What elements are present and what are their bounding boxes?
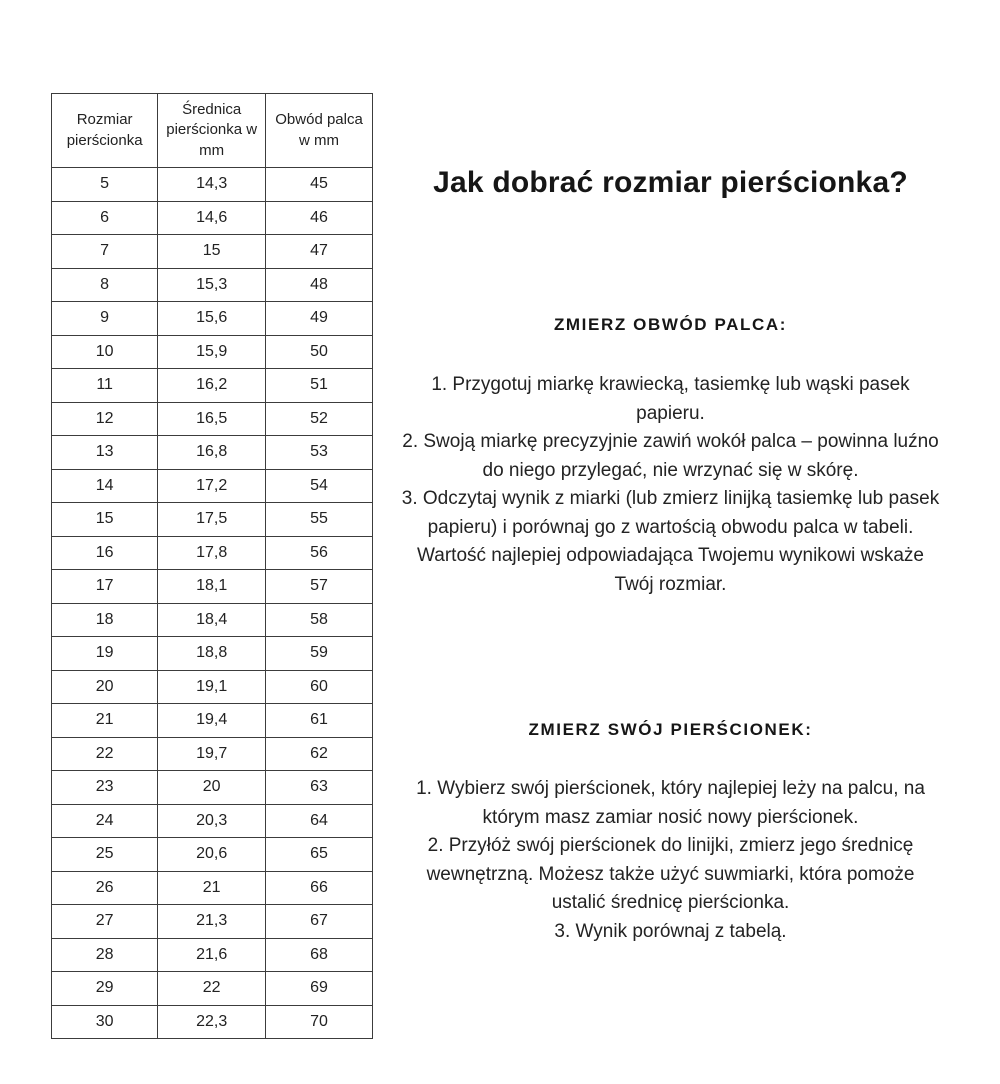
table-cell: 29: [52, 972, 158, 1006]
table-cell: 59: [266, 637, 373, 671]
table-cell: 25: [52, 838, 158, 872]
table-row: [52, 469, 373, 503]
table-row: [52, 670, 373, 704]
table-cell: 20: [52, 670, 158, 704]
ring-size-table: [51, 93, 373, 1039]
table-cell: 69: [266, 972, 373, 1006]
table-row: [52, 938, 373, 972]
table-cell: 18,8: [158, 637, 266, 671]
table-cell: 7: [52, 235, 158, 269]
table-cell: 15: [52, 503, 158, 537]
table-row: [52, 603, 373, 637]
table-cell: 70: [266, 1005, 373, 1039]
steps-measure-finger: [398, 371, 943, 599]
table-cell: 67: [266, 905, 373, 939]
table-cell: 21,3: [158, 905, 266, 939]
table-cell: 56: [266, 536, 373, 570]
table-cell: 17,2: [158, 469, 266, 503]
table-cell: 16: [52, 536, 158, 570]
ring-size-table-body: [52, 168, 373, 1039]
table-cell: 26: [52, 871, 158, 905]
table-row: [52, 436, 373, 470]
table-cell: 16,5: [158, 402, 266, 436]
table-cell: 21: [52, 704, 158, 738]
table-cell: 50: [266, 335, 373, 369]
table-row: [52, 335, 373, 369]
instruction-step: 3. Wynik porównaj z tabelą.: [554, 920, 787, 942]
table-row: [52, 402, 373, 436]
table-row: [52, 804, 373, 838]
header-ring-diameter: Średnica pierścionka w mm: [158, 94, 266, 168]
table-cell: 23: [52, 771, 158, 805]
table-cell: 19,7: [158, 737, 266, 771]
instruction-step: 2. Swoją miarkę precyzyjnie zawiń wokół palca – powinna luźno do niego przylegać, nie wrzynać się w skórę.: [402, 431, 939, 481]
section-heading-measure-ring: ZMIERZ SWÓJ PIERŚCIONEK:: [528, 720, 813, 739]
table-row: [52, 536, 373, 570]
section-heading-measure-finger: ZMIERZ OBWÓD PALCA:: [553, 315, 788, 334]
table-cell: 18,1: [158, 570, 266, 604]
table-row: [52, 369, 373, 403]
table-row: [52, 235, 373, 269]
table-cell: 16,2: [158, 369, 266, 403]
table-row: [52, 871, 373, 905]
table-cell: 19,4: [158, 704, 266, 738]
table-cell: 27: [52, 905, 158, 939]
header-ring-size: Rozmiar pierścionka: [52, 94, 158, 168]
table-cell: 58: [266, 603, 373, 637]
table-cell: 15,3: [158, 268, 266, 302]
table-row: [52, 302, 373, 336]
table-cell: 52: [266, 402, 373, 436]
table-cell: 10: [52, 335, 158, 369]
ring-size-table-header: [52, 94, 373, 168]
table-cell: 22: [52, 737, 158, 771]
table-cell: 17,5: [158, 503, 266, 537]
table-cell: 47: [266, 235, 373, 269]
table-cell: 20,6: [158, 838, 266, 872]
table-row: [52, 1005, 373, 1039]
table-cell: 22,3: [158, 1005, 266, 1039]
table-cell: 21,6: [158, 938, 266, 972]
table-header-row: [52, 94, 373, 168]
table-cell: 14: [52, 469, 158, 503]
table-cell: 54: [266, 469, 373, 503]
table-cell: 19,1: [158, 670, 266, 704]
table-cell: 48: [266, 268, 373, 302]
table-cell: 66: [266, 871, 373, 905]
table-cell: 18: [52, 603, 158, 637]
table-row: [52, 972, 373, 1006]
table-row: [52, 771, 373, 805]
table-row: [52, 201, 373, 235]
page-title: Jak dobrać rozmiar pierścionka?: [433, 166, 908, 199]
table-row: [52, 737, 373, 771]
table-cell: 30: [52, 1005, 158, 1039]
table-cell: 20: [158, 771, 266, 805]
table-cell: 17: [52, 570, 158, 604]
table-cell: 19: [52, 637, 158, 671]
table-cell: 9: [52, 302, 158, 336]
table-cell: 65: [266, 838, 373, 872]
table-cell: 22: [158, 972, 266, 1006]
table-cell: 24: [52, 804, 158, 838]
table-row: [52, 838, 373, 872]
instruction-step: 3. Odczytaj wynik z miarki (lub zmierz linijką tasiemkę lub pasek papieru) i porównaj go z wartością obwodu palca w tabeli. Wartość najlepiej odpowiadająca Twojemu wynikowi wskaże Twój rozmiar.: [401, 488, 940, 595]
table-cell: 53: [266, 436, 373, 470]
table-row: [52, 905, 373, 939]
table-cell: 5: [52, 168, 158, 202]
table-cell: 15,9: [158, 335, 266, 369]
table-cell: 61: [266, 704, 373, 738]
table-cell: 49: [266, 302, 373, 336]
table-cell: 15,6: [158, 302, 266, 336]
instruction-step: 2. Przyłóż swój pierścionek do linijki, zmierz jego średnicę wewnętrzną. Możesz także użyć suwmiarki, która pomoże ustalić średnicę pierścionka.: [426, 835, 915, 913]
instruction-step: 1. Przygotuj miarkę krawiecką, tasiemkę lub wąski pasek papieru.: [431, 374, 910, 424]
table-cell: 55: [266, 503, 373, 537]
table-row: [52, 704, 373, 738]
table-cell: 16,8: [158, 436, 266, 470]
table-cell: 17,8: [158, 536, 266, 570]
table-cell: 12: [52, 402, 158, 436]
instruction-step: 1. Wybierz swój pierścionek, który najlepiej leży na palcu, na którym masz zamiar nosić nowy pierścionek.: [416, 778, 925, 828]
table-row: [52, 637, 373, 671]
table-cell: 21: [158, 871, 266, 905]
table-cell: 28: [52, 938, 158, 972]
table-cell: 63: [266, 771, 373, 805]
table-cell: 15: [158, 235, 266, 269]
table-row: [52, 168, 373, 202]
table-cell: 18,4: [158, 603, 266, 637]
table-cell: 46: [266, 201, 373, 235]
table-cell: 68: [266, 938, 373, 972]
table-cell: 51: [266, 369, 373, 403]
table-cell: 20,3: [158, 804, 266, 838]
table-row: [52, 570, 373, 604]
table-cell: 13: [52, 436, 158, 470]
table-row: [52, 268, 373, 302]
table-row: [52, 503, 373, 537]
table-cell: 57: [266, 570, 373, 604]
table-cell: 45: [266, 168, 373, 202]
table-cell: 64: [266, 804, 373, 838]
table-cell: 14,6: [158, 201, 266, 235]
table-cell: 14,3: [158, 168, 266, 202]
table-cell: 6: [52, 201, 158, 235]
steps-measure-ring: [398, 775, 943, 946]
table-cell: 8: [52, 268, 158, 302]
table-cell: 60: [266, 670, 373, 704]
header-finger-circumference: Obwód palca w mm: [266, 94, 373, 168]
table-cell: 62: [266, 737, 373, 771]
table-cell: 11: [52, 369, 158, 403]
